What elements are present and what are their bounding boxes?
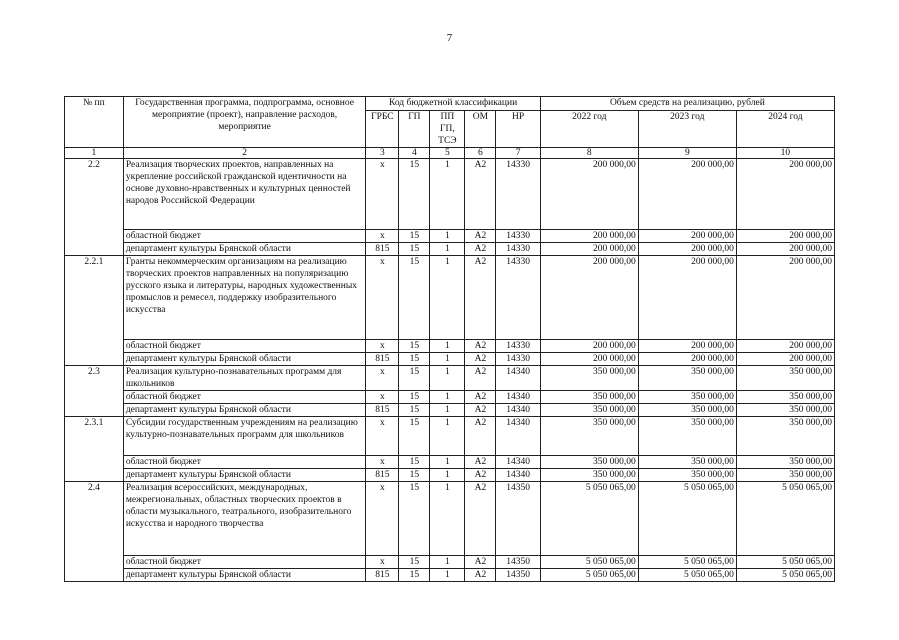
table-row [65,391,835,404]
page-number: 7 [446,32,453,44]
row-pp: 1 [430,366,465,391]
row-amount-2022: 200 000,00 [540,230,638,243]
row-amount-2024: 350 000,00 [736,404,834,417]
table-row [65,456,835,469]
row-amount-2024: 5 050 065,00 [736,569,834,582]
row-grbs: х [366,256,399,340]
row-name: Реализация творческих проектов, направленных на укрепление российской гражданской идентичности на основе духовно-нравственных и культурных ценностей народов Российской Федерации [123,159,366,230]
row-nr: 14340 [496,391,540,404]
row-pp: 1 [430,456,465,469]
row-name: областной бюджет [123,340,366,353]
column-number: 1 [65,148,124,159]
row-amount-2023: 350 000,00 [638,417,736,456]
row-amount-2022: 200 000,00 [540,159,638,230]
row-om: А2 [465,417,496,456]
row-amount-2022: 350 000,00 [540,456,638,469]
row-amount-2022: 350 000,00 [540,366,638,391]
row-amount-2022: 350 000,00 [540,404,638,417]
row-grbs: х [366,340,399,353]
row-number: 2.2.1 [65,256,124,340]
column-number: 10 [736,148,834,159]
row-om: А2 [465,230,496,243]
row-amount-2023: 350 000,00 [638,469,736,482]
row-grbs: 815 [366,469,399,482]
row-amount-2022: 350 000,00 [540,391,638,404]
row-grbs: х [366,159,399,230]
row-nr: 14340 [496,366,540,391]
table-row [65,159,835,230]
row-pp: 1 [430,243,465,256]
table-row [65,230,835,243]
column-number: 6 [465,148,496,159]
row-amount-2022: 200 000,00 [540,353,638,366]
row-nr: 14350 [496,482,540,556]
row-gp: 15 [399,391,430,404]
row-gp: 15 [399,556,430,569]
row-name: областной бюджет [123,391,366,404]
row-amount-2024: 350 000,00 [736,469,834,482]
row-grbs: х [366,417,399,456]
row-number [65,353,124,366]
row-amount-2024: 350 000,00 [736,391,834,404]
table-row [65,556,835,569]
row-grbs: х [366,391,399,404]
row-number [65,556,124,569]
row-nr: 14340 [496,456,540,469]
row-nr: 14330 [496,353,540,366]
row-amount-2023: 5 050 065,00 [638,569,736,582]
row-gp: 15 [399,569,430,582]
table-row [65,256,835,340]
row-nr: 14330 [496,256,540,340]
row-amount-2022: 200 000,00 [540,256,638,340]
header-code-group: Код бюджетной классификации [366,97,540,111]
row-name: департамент культуры Брянской области [123,404,366,417]
row-number [65,243,124,256]
row-amount-2024: 5 050 065,00 [736,556,834,569]
row-amount-2023: 5 050 065,00 [638,482,736,556]
row-grbs: х [366,556,399,569]
header-num: № пп [65,97,124,148]
row-amount-2023: 350 000,00 [638,456,736,469]
row-om: А2 [465,469,496,482]
row-nr: 14350 [496,556,540,569]
header-ppgp: ПП ГП, ТСЭ [430,111,465,148]
table-row [65,340,835,353]
row-amount-2024: 200 000,00 [736,256,834,340]
row-gp: 15 [399,366,430,391]
row-number [65,340,124,353]
table-body [65,159,835,582]
column-number: 2 [123,148,366,159]
row-nr: 14330 [496,243,540,256]
row-gp: 15 [399,404,430,417]
row-name: департамент культуры Брянской области [123,569,366,582]
row-om: А2 [465,456,496,469]
row-grbs: 815 [366,353,399,366]
column-number-row [65,148,835,159]
row-amount-2024: 350 000,00 [736,366,834,391]
header-amount-group: Объем средств на реализацию, рублей [540,97,834,111]
row-amount-2024: 200 000,00 [736,159,834,230]
row-amount-2024: 200 000,00 [736,353,834,366]
row-nr: 14340 [496,417,540,456]
row-number: 2.4 [65,482,124,556]
row-om: А2 [465,159,496,230]
row-amount-2022: 200 000,00 [540,243,638,256]
table-row [65,482,835,556]
table-row [65,469,835,482]
row-number [65,569,124,582]
header-2022: 2022 год [540,111,638,148]
row-pp: 1 [430,482,465,556]
row-amount-2024: 200 000,00 [736,340,834,353]
row-name: Субсидии государственным учреждениям на реализацию культурно-познавательных программ для школьников [123,417,366,456]
header-2023: 2023 год [638,111,736,148]
table-row [65,243,835,256]
row-nr: 14340 [496,469,540,482]
row-pp: 1 [430,417,465,456]
row-number [65,469,124,482]
row-amount-2022: 5 050 065,00 [540,569,638,582]
row-grbs: 815 [366,243,399,256]
table-row [65,404,835,417]
row-amount-2024: 350 000,00 [736,456,834,469]
table-row [65,353,835,366]
row-nr: 14340 [496,404,540,417]
header-2024: 2024 год [736,111,834,148]
row-om: А2 [465,482,496,556]
row-om: А2 [465,556,496,569]
row-name: областной бюджет [123,556,366,569]
row-amount-2024: 200 000,00 [736,230,834,243]
row-amount-2023: 350 000,00 [638,391,736,404]
row-nr: 14330 [496,230,540,243]
column-number: 8 [540,148,638,159]
row-amount-2022: 350 000,00 [540,417,638,456]
row-om: А2 [465,366,496,391]
row-om: А2 [465,404,496,417]
row-pp: 1 [430,569,465,582]
row-gp: 15 [399,243,430,256]
row-pp: 1 [430,230,465,243]
column-number: 5 [430,148,465,159]
row-grbs: 815 [366,404,399,417]
header-name: Государственная программа, подпрограмма, основное мероприятие (проект), направление расходов, мероприятие [123,97,366,148]
row-amount-2023: 200 000,00 [638,159,736,230]
row-number: 2.3.1 [65,417,124,456]
row-amount-2024: 200 000,00 [736,243,834,256]
row-number [65,456,124,469]
header-grbs: ГРБС [366,111,399,148]
row-name: Гранты некоммерческим организациям на реализацию творческих проектов направленных на популяризацию русского языка и литературы, народных художественных промыслов и ремесел, поддержку изобразительного искусства [123,256,366,340]
row-amount-2023: 200 000,00 [638,230,736,243]
row-nr: 14350 [496,569,540,582]
header-gp: ГП [399,111,430,148]
row-amount-2023: 350 000,00 [638,366,736,391]
row-name: департамент культуры Брянской области [123,469,366,482]
row-amount-2023: 200 000,00 [638,353,736,366]
column-number: 3 [366,148,399,159]
row-om: А2 [465,256,496,340]
row-amount-2023: 200 000,00 [638,256,736,340]
row-om: А2 [465,243,496,256]
column-number: 4 [399,148,430,159]
row-om: А2 [465,353,496,366]
row-amount-2022: 350 000,00 [540,469,638,482]
row-amount-2024: 5 050 065,00 [736,482,834,556]
row-grbs: х [366,230,399,243]
row-name: областной бюджет [123,456,366,469]
row-name: областной бюджет [123,230,366,243]
row-gp: 15 [399,159,430,230]
row-pp: 1 [430,404,465,417]
row-pp: 1 [430,556,465,569]
row-gp: 15 [399,353,430,366]
table-row [65,569,835,582]
row-number [65,230,124,243]
row-nr: 14330 [496,340,540,353]
row-om: А2 [465,391,496,404]
row-number [65,404,124,417]
row-name: Реализация всероссийских, международных, межрегиональных, областных творческих проектов в области музыкального, театрального, изобразительного искусства и народного творчества [123,482,366,556]
row-amount-2022: 5 050 065,00 [540,556,638,569]
row-nr: 14330 [496,159,540,230]
row-gp: 15 [399,256,430,340]
row-pp: 1 [430,391,465,404]
row-gp: 15 [399,340,430,353]
row-om: А2 [465,569,496,582]
row-grbs: 815 [366,569,399,582]
row-pp: 1 [430,159,465,230]
row-pp: 1 [430,256,465,340]
row-amount-2023: 200 000,00 [638,243,736,256]
column-number: 7 [496,148,540,159]
table-row [65,366,835,391]
row-grbs: х [366,366,399,391]
row-amount-2023: 350 000,00 [638,404,736,417]
header-om: ОМ [465,111,496,148]
row-grbs: х [366,482,399,556]
row-amount-2024: 350 000,00 [736,417,834,456]
row-pp: 1 [430,340,465,353]
row-name: департамент культуры Брянской области [123,243,366,256]
row-amount-2022: 200 000,00 [540,340,638,353]
row-gp: 15 [399,230,430,243]
row-amount-2023: 200 000,00 [638,340,736,353]
header-nr: НР [496,111,540,148]
row-amount-2022: 5 050 065,00 [540,482,638,556]
row-number: 2.2 [65,159,124,230]
row-gp: 15 [399,417,430,456]
row-om: А2 [465,340,496,353]
row-number: 2.3 [65,366,124,391]
budget-table [64,96,835,582]
row-name: департамент культуры Брянской области [123,353,366,366]
row-gp: 15 [399,482,430,556]
row-amount-2023: 5 050 065,00 [638,556,736,569]
row-grbs: х [366,456,399,469]
column-number: 9 [638,148,736,159]
row-pp: 1 [430,353,465,366]
row-number [65,391,124,404]
row-name: Реализация культурно-познавательных программ для школьников [123,366,366,391]
table-row [65,417,835,456]
row-gp: 15 [399,456,430,469]
row-gp: 15 [399,469,430,482]
row-pp: 1 [430,469,465,482]
